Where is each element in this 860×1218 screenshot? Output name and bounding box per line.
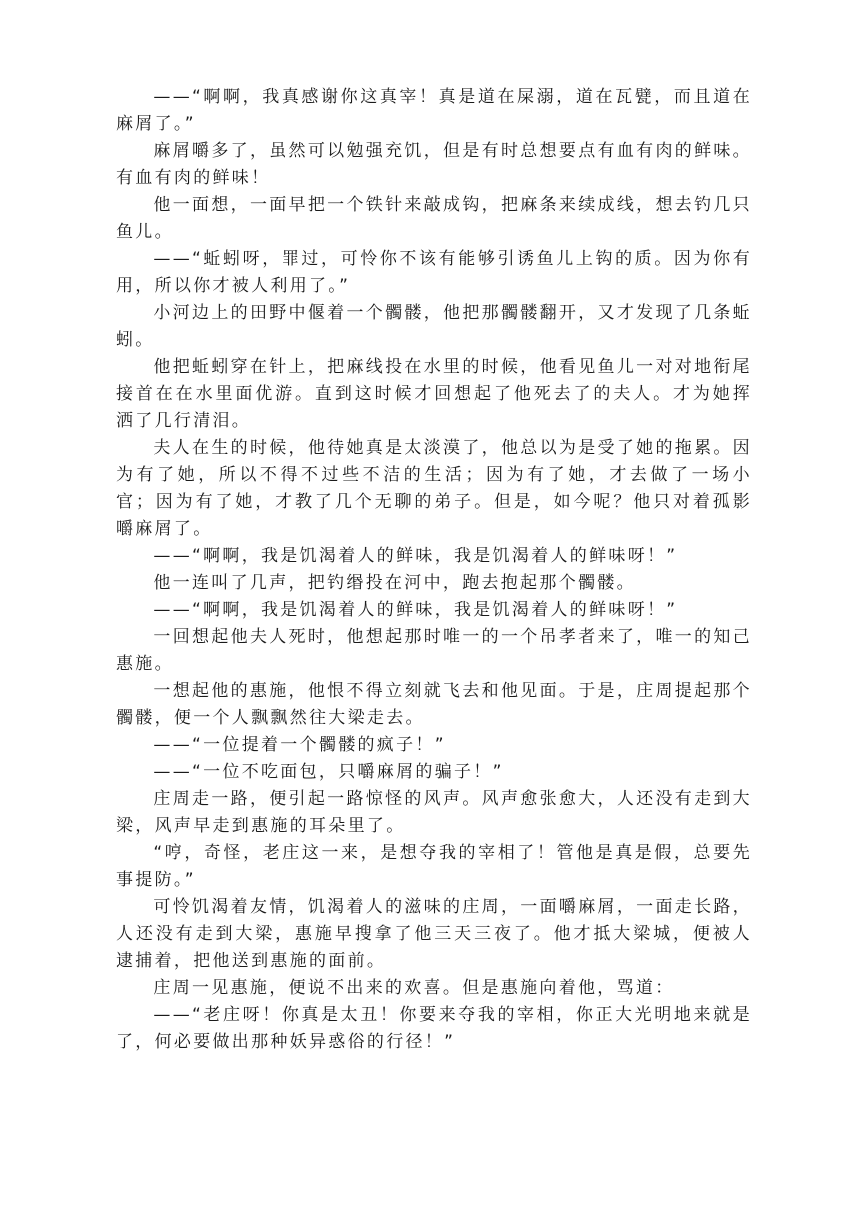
paragraph: ——“啊啊，我是饥渴着人的鲜味，我是饥渴着人的鲜味呀！” <box>153 600 678 620</box>
paragraph: ——“老庄呀！你真是太丑！你要来夺我的宰相，你正大光明地来就是了，何必要做出那种妖异惑俗的行径！” <box>116 1005 752 1052</box>
paragraph: “哼，奇怪，老庄这一来，是想夺我的宰相了！管他是真是假，总要先事提防。” <box>116 843 752 890</box>
paragraph: 小河边上的田野中偃着一个髑髅，他把那髑髅翻开，又才发现了几条蚯蚓。 <box>116 303 752 350</box>
paragraph: 夫人在生的时候，他待她真是太淡漠了，他总以为是受了她的拖累。因为有了她，所以不得不过些不洁的生活；因为有了她，才去做了一场小官；因为有了她，才教了几个无聊的弟子。但是，如今呢？他只对着孤影嚼麻屑了。 <box>116 438 752 539</box>
paragraph: 可怜饥渴着友情，饥渴着人的滋味的庄周，一面嚼麻屑，一面走长路，人还没有走到大梁，惠施早搜拿了他三天三夜了。他才抵大梁城，便被人逮捕着，把他送到惠施的面前。 <box>116 897 752 971</box>
document-body <box>116 84 752 1056</box>
paragraph: 麻屑嚼多了，虽然可以勉强充饥，但是有时总想要点有血有肉的鲜味。有血有肉的鲜味！ <box>116 141 752 188</box>
paragraph: 庄周走一路，便引起一路惊怪的风声。风声愈张愈大，人还没有走到大梁，风声早走到惠施的耳朵里了。 <box>116 789 752 836</box>
paragraph: 庄周一见惠施，便说不出来的欢喜。但是惠施向着他，骂道： <box>153 978 675 998</box>
paragraph: 他一连叫了几声，把钓缗投在河中，跑去抱起那个髑髅。 <box>153 573 636 593</box>
paragraph: 一回想起他夫人死时，他想起那时唯一的一个吊孝者来了，唯一的知己惠施。 <box>116 627 752 674</box>
paragraph: 一想起他的惠施，他恨不得立刻就飞去和他见面。于是，庄周提起那个髑髅，便一个人飘飘然往大梁走去。 <box>116 681 752 728</box>
paragraph: ——“一位不吃面包，只嚼麻屑的骗子！” <box>153 762 504 782</box>
paragraph: ——“一位提着一个髑髅的疯子！” <box>153 735 446 755</box>
paragraph: 他把蚯蚓穿在针上，把麻线投在水里的时候，他看见鱼儿一对对地衔尾接首在在水里面优游。直到这时候才回想起了他死去了的夫人。才为她挥洒了几行清泪。 <box>116 357 752 431</box>
paragraph: ——“蚯蚓呀，罪过，可怜你不该有能够引诱鱼儿上钩的质。因为你有用，所以你才被人利用了。” <box>116 249 752 296</box>
paragraph: ——“啊啊，我真感谢你这真宰！真是道在屎溺，道在瓦甓，而且道在麻屑了。” <box>116 87 752 134</box>
paragraph: 他一面想，一面早把一个铁针来敲成钩，把麻条来续成线，想去钓几只鱼儿。 <box>116 195 752 242</box>
paragraph: ——“啊啊，我是饥渴着人的鲜味，我是饥渴着人的鲜味呀！” <box>153 546 678 566</box>
